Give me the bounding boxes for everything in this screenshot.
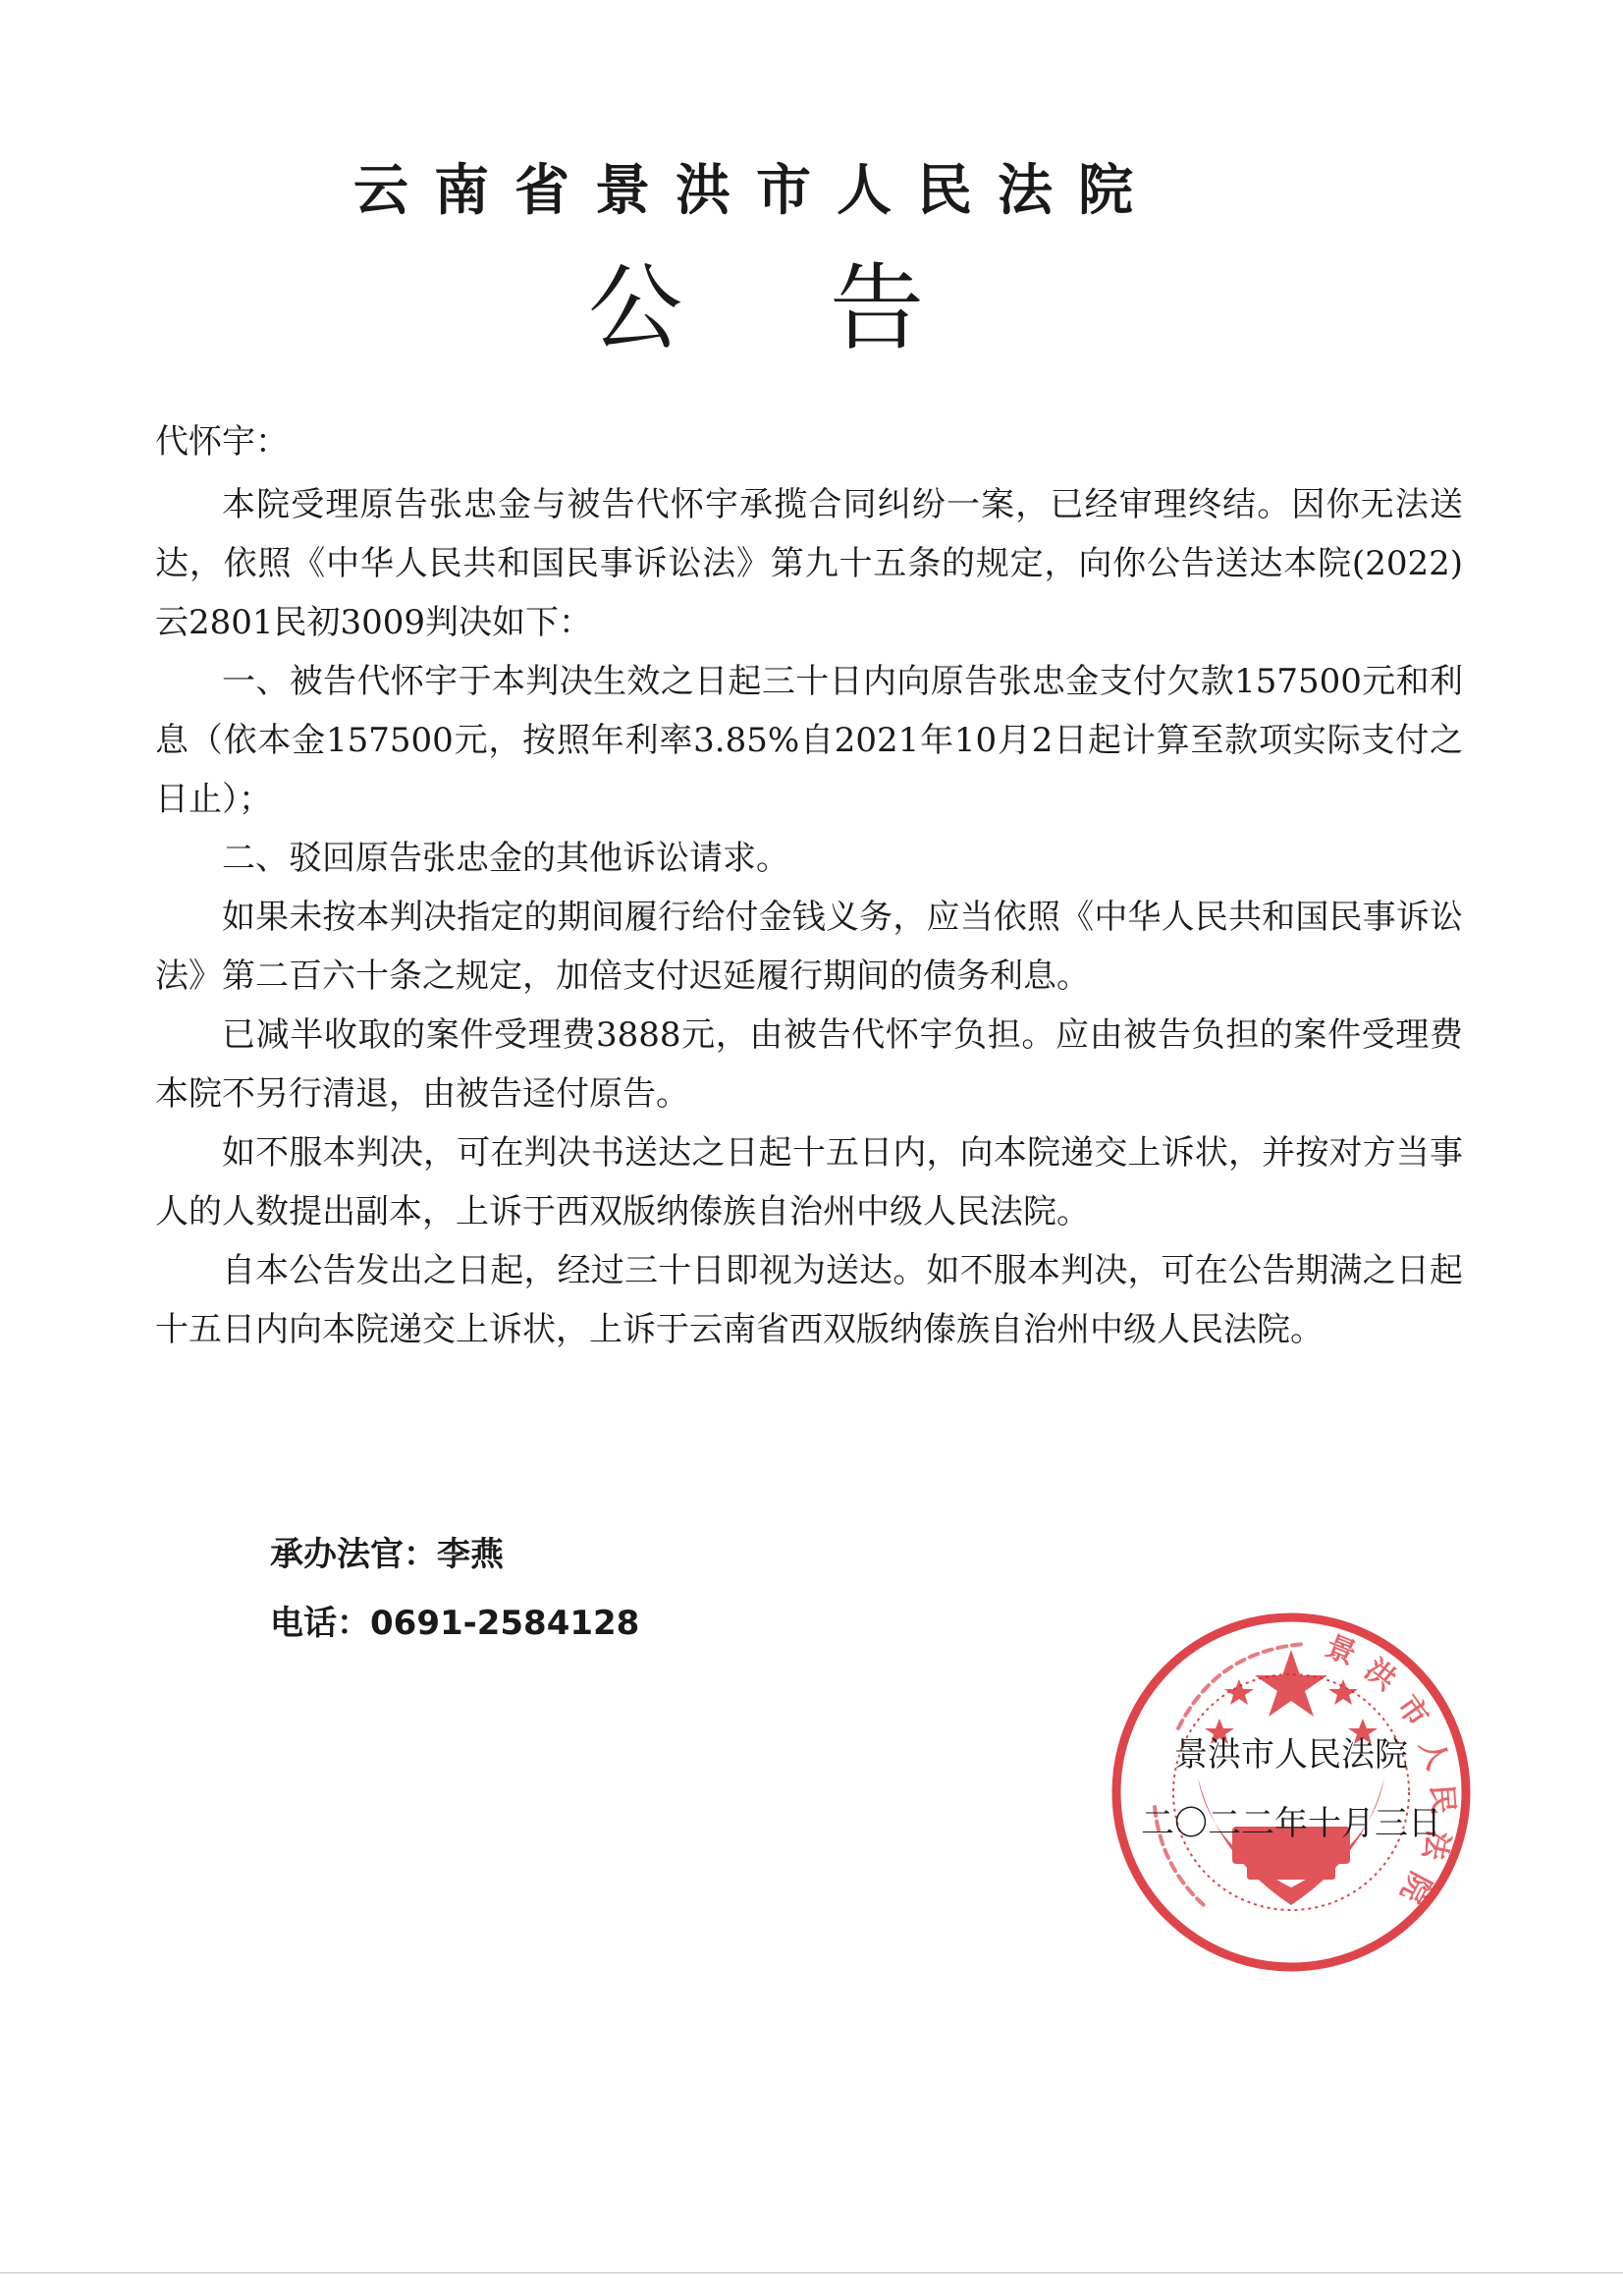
paragraph-appeal: 如不服本判决，可在判决书送达之日起十五日内，向本院递交上诉状，并按对方当事人的人数提出副本，上诉于西双版纳傣族自治州中级人民法院。 bbox=[155, 1133, 1463, 1231]
paragraph-service: 自本公告发出之日起，经过三十日即视为送达。如不服本判决，可在公告期满之日起十五日内向本院递交上诉状，上诉于云南省西双版纳傣族自治州中级人民法院。 bbox=[155, 1251, 1463, 1349]
issue-date: 二〇二二年十月三日 bbox=[1141, 1804, 1441, 1843]
issuing-court: 景洪市人民法院 bbox=[1174, 1735, 1408, 1775]
svg-text:市: 市 bbox=[1389, 1689, 1435, 1733]
judge-name: 承办法官：李燕 bbox=[270, 1535, 504, 1574]
svg-text:人: 人 bbox=[1412, 1734, 1455, 1775]
contact-block bbox=[270, 1520, 639, 1658]
paragraph-intro: 本院受理原告张忠金与被告代怀宇承揽合同纠纷一案，已经审理终结。因你无法送达，依照《中华人民共和国民事诉讼法》第九十五条的规定，向你公告送达本院(2022)云2801民初3009判决如下： bbox=[155, 485, 1463, 642]
signature-block bbox=[1109, 1721, 1473, 1858]
notice-body bbox=[155, 412, 1463, 1359]
svg-text:洪: 洪 bbox=[1358, 1652, 1403, 1698]
addressee: 代怀宇： bbox=[155, 422, 289, 462]
court-name-heading: 云南省景洪市人民法院 bbox=[353, 159, 1159, 223]
paragraph-ruling-2: 二、驳回原告张忠金的其他诉讼请求。 bbox=[222, 839, 789, 878]
svg-text:景: 景 bbox=[1321, 1628, 1361, 1672]
phone-number: 电话：0691-2584128 bbox=[270, 1604, 640, 1643]
paragraph-fee: 已减半收取的案件受理费3888元，由被告代怀宇负担。应由被告负担的案件受理费本院不另行清退，由被告迳付原告。 bbox=[155, 1015, 1463, 1114]
document-title: 公告 bbox=[588, 253, 1071, 363]
svg-text:民: 民 bbox=[1424, 1783, 1461, 1816]
svg-text:法: 法 bbox=[1415, 1827, 1456, 1863]
paragraph-ruling-1: 一、被告代怀宇于本判决生效之日起三十日内向原告张忠金支付欠款157500元和利息（依本金157500元，按照年利率3.85%自2021年10月2日起计算至款项实际支付之日止）； bbox=[155, 662, 1463, 819]
page-bottom-rule bbox=[0, 2272, 1623, 2273]
paragraph-late-interest: 如果未按本判决指定的期间履行给付金钱义务，应当依照《中华人民共和国民事诉讼法》第二百六十条之规定，加倍支付迟延履行期间的债务利息。 bbox=[155, 898, 1463, 996]
svg-text:院: 院 bbox=[1392, 1866, 1437, 1909]
